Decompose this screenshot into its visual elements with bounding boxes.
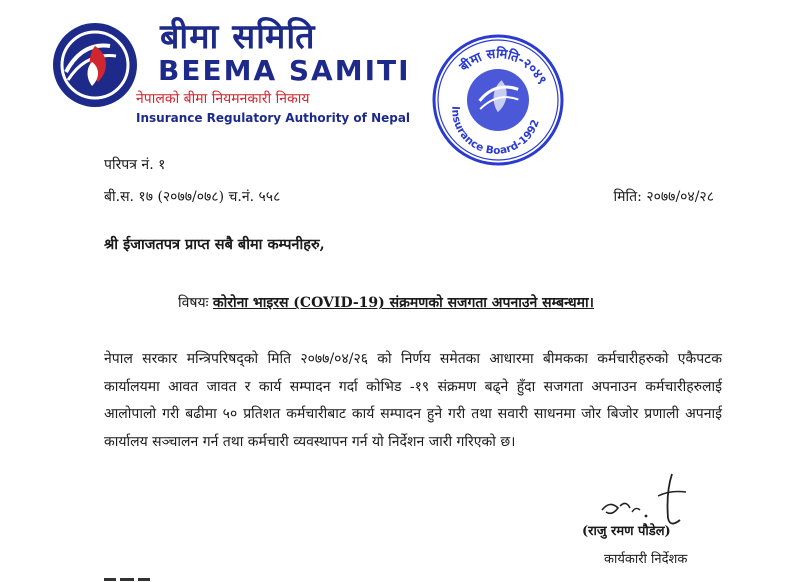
cutoff-text-fragment	[104, 572, 154, 582]
official-seal-stamp	[430, 32, 566, 168]
circular-number: परिपत्र नं. १	[104, 157, 166, 173]
reference-number: बी.स. १७ (२०७७/०७८) च.नं. ५५८	[104, 189, 281, 205]
tagline-nepali: नेपालको बीमा नियमनकारी निकाय	[136, 91, 310, 107]
subject-text: कोरोना भाइरस (COVID-19) संक्रमणको सजगता अपनाउने सम्बन्धमा।	[212, 295, 594, 311]
svg-text:बीमा समिति-२०४९: बीमा समिति-२०४९	[457, 46, 550, 88]
signatory-title: कार्यकारी निर्देशक	[604, 552, 688, 567]
subject-line	[178, 294, 594, 312]
subject-label: विषयः	[178, 295, 209, 311]
brand-name-english: BEEMA SAMITI	[158, 54, 411, 87]
recipient-line: श्री ईजाजतपत्र प्राप्त सबै बीमा कम्पनीहरु,	[104, 236, 325, 253]
letter-date: मिति: २०७७/०४/२८	[613, 189, 714, 205]
svg-text:Insurance Board-1992: Insurance Board-1992	[449, 105, 542, 157]
beema-samiti-logo	[52, 22, 138, 108]
brand-name-nepali: बीमा समिति	[160, 17, 316, 57]
body-paragraph: नेपाल सरकार मन्त्रिपरिषद्को मिति २०७७/०४/२६ को निर्णय समेतका आधारमा बीमकका कर्मचारीहरुको एकैपटक कार्यालयमा आवत जावत र कार्य सम्पादन गर्दा कोभिड -१९ संक्रमण बढ्ने हुँदा सजगता अपनाउन कर्मचारीहरुलाई आलोपालो गरी बढीमा ५० प्रतिशत कर्मचारीबाट कार्य सम्पादन हुने गरी तथा सवारी साधनमा जोर बिजोर प्रणाली अपनाई कार्यालय सञ्चालन गर्न तथा कर्मचारी व्यवस्थापन गर्न यो निर्देशन जारी गरिएको छ।	[104, 351, 722, 450]
tagline-english: Insurance Regulatory Authority of Nepal	[136, 111, 411, 125]
signatory-name: (राजु रमण पौडेल)	[582, 524, 671, 539]
